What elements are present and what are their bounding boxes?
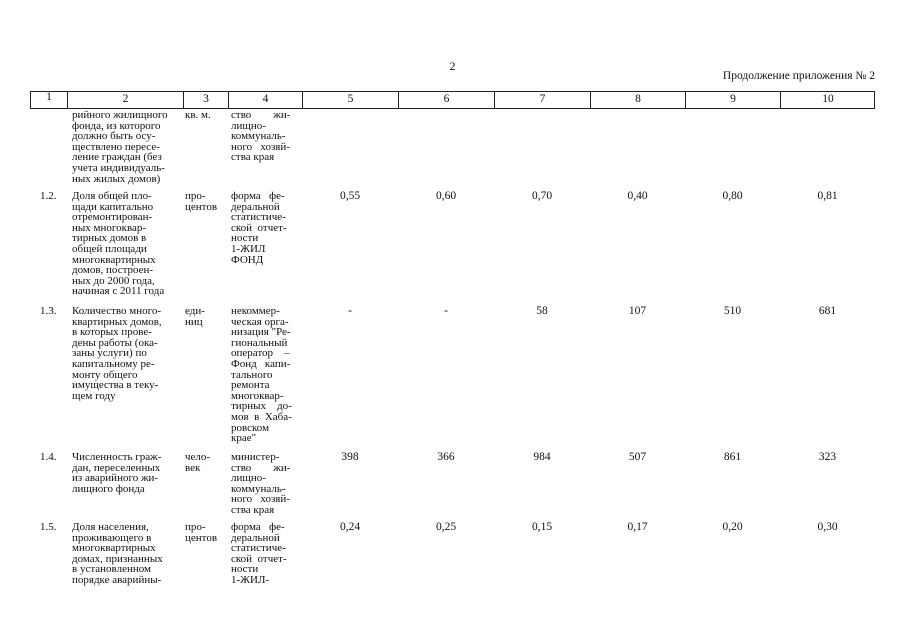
- continuation-note: Продолжение приложения № 2: [722, 70, 875, 82]
- row-value: 0,40: [627, 190, 648, 202]
- row-indicator: Доля населения, проживающего в многоквартирных домах, признанных в установленном порядке аварийны-: [72, 521, 163, 586]
- row-value: 0,81: [817, 190, 838, 202]
- row-value: 681: [818, 305, 837, 317]
- header-cell: 4: [262, 93, 269, 105]
- row-number: 1.4.: [40, 451, 57, 463]
- row-value: 0,17: [627, 521, 648, 533]
- row-number: 1.2.: [40, 190, 57, 202]
- row-value: -: [444, 305, 448, 317]
- row-value: 0,70: [531, 190, 553, 202]
- row-indicator: Численность граж- дан, переселенных из аварийного жи- лищного фонда: [72, 451, 162, 495]
- row-number: 1.5.: [40, 521, 57, 533]
- row-value: 58: [536, 305, 548, 317]
- row-source: форма фе- деральной статистиче- ской отчет- ности 1-ЖИЛ ФОНД: [231, 190, 287, 266]
- header-cell: 6: [443, 93, 450, 105]
- row-value: 107: [628, 305, 647, 317]
- header-cell: 9: [730, 93, 736, 105]
- header-cell: 3: [203, 93, 209, 105]
- row-source: некоммер- ческая орга- низация "Ре- гиональный оператор – Фонд капи- тального ремонта многоквар- тирных до- мов в Хаба- ровском крае": [231, 305, 292, 445]
- row-value: -: [348, 305, 352, 317]
- row-value: 398: [341, 451, 359, 463]
- row-number: 1.3.: [40, 305, 57, 317]
- row-value: 0,60: [435, 190, 457, 202]
- row-unit: про- центов: [185, 190, 218, 213]
- fragment-unit: кв. м.: [185, 109, 211, 121]
- header-cell: 10: [822, 93, 834, 105]
- row-value: 0,80: [722, 190, 743, 202]
- fragment-name: рийного жилищного фонда, из которого должно быть осу- ществлено пересе- ление граждан (без учета индивидуаль- ных жилых домов): [72, 109, 168, 185]
- row-value: 0,25: [435, 521, 457, 533]
- table-header: [30, 91, 875, 109]
- row-value: 984: [533, 451, 551, 463]
- page-number: 2: [449, 59, 456, 73]
- row-value: 323: [818, 451, 837, 463]
- header-cell: 5: [347, 93, 354, 105]
- header-cell: 7: [539, 93, 546, 105]
- row-value: 0,24: [339, 521, 361, 533]
- row-unit: про- центов: [185, 521, 218, 544]
- row-source: министер- ство жи- лищно- коммуналь- ного хозяй- ства края: [231, 451, 291, 516]
- header-cell: 8: [635, 93, 641, 105]
- row-value: 366: [437, 451, 455, 463]
- row-value: 861: [723, 451, 742, 463]
- row-value: 507: [628, 451, 647, 463]
- row-value: 510: [723, 305, 742, 317]
- row-indicator: Доля общей пло- щади капитально отремонтирован- ных многоквар- тирных домов в общей площади многоквартирных домов, построен- ных до 2000 года, начиная с 2011 года: [72, 190, 165, 298]
- row-unit: еди- ниц: [185, 305, 205, 328]
- row-value: 0,15: [531, 521, 553, 533]
- row-value: 0,55: [339, 190, 361, 202]
- row-source: форма фе- деральной статистиче- ской отчет- ности 1-ЖИЛ-: [231, 521, 287, 586]
- fragment-source: ство жи- лищно- коммуналь- ного хозяй- ства края: [231, 109, 291, 164]
- row-indicator: Количество много- квартирных домов, в которых прове- дены работы (ока- заны услуги) по капитальному ре- монту общего имущества в теку- щем году: [72, 305, 162, 402]
- row-value: 0,30: [817, 521, 838, 533]
- row-unit: чело- век: [185, 451, 211, 474]
- row-value: 0,20: [722, 521, 743, 533]
- header-cell: 1: [46, 91, 52, 103]
- header-cell: 2: [122, 93, 129, 105]
